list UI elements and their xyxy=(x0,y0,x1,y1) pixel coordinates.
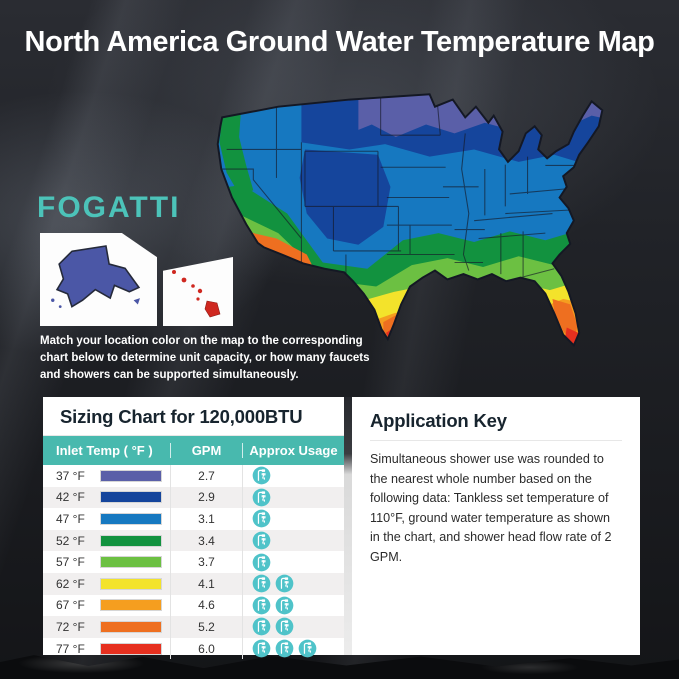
alaska-shape xyxy=(40,233,157,326)
shower-icon xyxy=(298,639,317,658)
shower-icon xyxy=(252,574,271,593)
gpm-cell: 4.1 xyxy=(171,573,243,595)
shower-icon xyxy=(252,596,271,615)
inlet-temp-cell xyxy=(43,638,171,660)
table-row xyxy=(43,573,344,595)
sizing-chart-title: Sizing Chart for 120,000BTU xyxy=(43,397,344,436)
inlet-temp-cell xyxy=(43,551,171,573)
brand-logo: FOGATTI xyxy=(37,191,181,224)
gpm-cell: 2.9 xyxy=(171,487,243,509)
page-title: North America Ground Water Temperature Map xyxy=(24,26,655,58)
inlet-temp-cell xyxy=(43,487,171,509)
table-row xyxy=(43,616,344,638)
table-header xyxy=(43,436,344,465)
inlet-temp-label: 42 °F xyxy=(56,490,85,505)
card-divider xyxy=(344,397,352,655)
temperature-color-swatch xyxy=(100,535,162,547)
inlet-temp-label: 72 °F xyxy=(56,619,85,634)
application-key-body: Simultaneous shower use was rounded to the nearest whole number based on the following data: Tankless set temperature of 110°F, ground water temperature as shown in the chart, and shower head flow rate of 2 GPM. xyxy=(370,452,612,564)
inlet-temp-label: 47 °F xyxy=(56,511,85,526)
shower-icon xyxy=(252,553,271,572)
inlet-temp-cell xyxy=(43,616,171,638)
sizing-chart-card xyxy=(43,397,344,655)
shower-icon xyxy=(252,617,271,636)
table-row xyxy=(43,487,344,509)
info-cards xyxy=(43,397,640,655)
inlet-temp-cell xyxy=(43,508,171,530)
temperature-color-swatch xyxy=(100,643,162,655)
gpm-cell: 3.4 xyxy=(171,530,243,552)
col-gpm: GPM xyxy=(171,443,243,458)
gpm-cell: 5.2 xyxy=(171,616,243,638)
col-inlet-temp: Inlet Temp ( °F ) xyxy=(43,443,171,458)
inlet-temp-cell xyxy=(43,530,171,552)
usage-cell xyxy=(243,616,344,638)
table-row xyxy=(43,508,344,530)
gpm-cell: 4.6 xyxy=(171,595,243,617)
usage-cell xyxy=(243,487,344,509)
table-row xyxy=(43,530,344,552)
col-approx-usage: Approx Usage xyxy=(249,443,338,458)
temperature-color-swatch xyxy=(100,578,162,590)
application-key-card xyxy=(352,397,640,655)
temperature-color-swatch xyxy=(100,513,162,525)
inlet-temp-label: 52 °F xyxy=(56,533,85,548)
shower-icon xyxy=(252,531,271,550)
shower-icon xyxy=(252,466,271,485)
shower-icon xyxy=(275,574,294,593)
table-row xyxy=(43,638,344,660)
shower-icon xyxy=(252,509,271,528)
temperature-color-swatch xyxy=(100,599,162,611)
inlet-temp-label: 77 °F xyxy=(56,641,85,656)
usage-cell xyxy=(243,530,344,552)
usage-cell xyxy=(243,573,344,595)
inlet-temp-cell xyxy=(43,465,171,487)
temperature-color-swatch xyxy=(100,470,162,482)
usage-cell xyxy=(243,638,344,660)
usage-cell xyxy=(243,595,344,617)
shower-icon xyxy=(275,617,294,636)
temperature-color-swatch xyxy=(100,621,162,633)
gpm-cell: 3.7 xyxy=(171,551,243,573)
shower-icon xyxy=(252,488,271,507)
gpm-cell: 2.7 xyxy=(171,465,243,487)
table-row xyxy=(43,465,344,487)
shower-icon xyxy=(275,639,294,658)
sizing-rows xyxy=(43,465,344,659)
inlet-temp-label: 37 °F xyxy=(56,468,85,483)
inlet-temp-cell xyxy=(43,595,171,617)
temperature-color-swatch xyxy=(100,556,162,568)
usage-cell xyxy=(243,465,344,487)
inlet-temp-label: 67 °F xyxy=(56,598,85,613)
table-row xyxy=(43,551,344,573)
usage-cell xyxy=(243,551,344,573)
temperature-color-swatch xyxy=(100,491,162,503)
inlet-temp-label: 62 °F xyxy=(56,576,85,591)
application-key-title: Application Key xyxy=(370,410,622,441)
shower-icon xyxy=(252,639,271,658)
alaska-inset xyxy=(40,233,157,326)
shower-icon xyxy=(275,596,294,615)
gpm-cell: 3.1 xyxy=(171,508,243,530)
gpm-cell: 6.0 xyxy=(171,638,243,660)
inlet-temp-label: 57 °F xyxy=(56,555,85,570)
map-instructions: Match your location color on the map to the corresponding chart below to determine unit capacity, or how many faucets and showers can be supported simultaneously. xyxy=(40,335,370,382)
usage-cell xyxy=(243,508,344,530)
inlet-temp-cell xyxy=(43,573,171,595)
table-row xyxy=(43,595,344,617)
